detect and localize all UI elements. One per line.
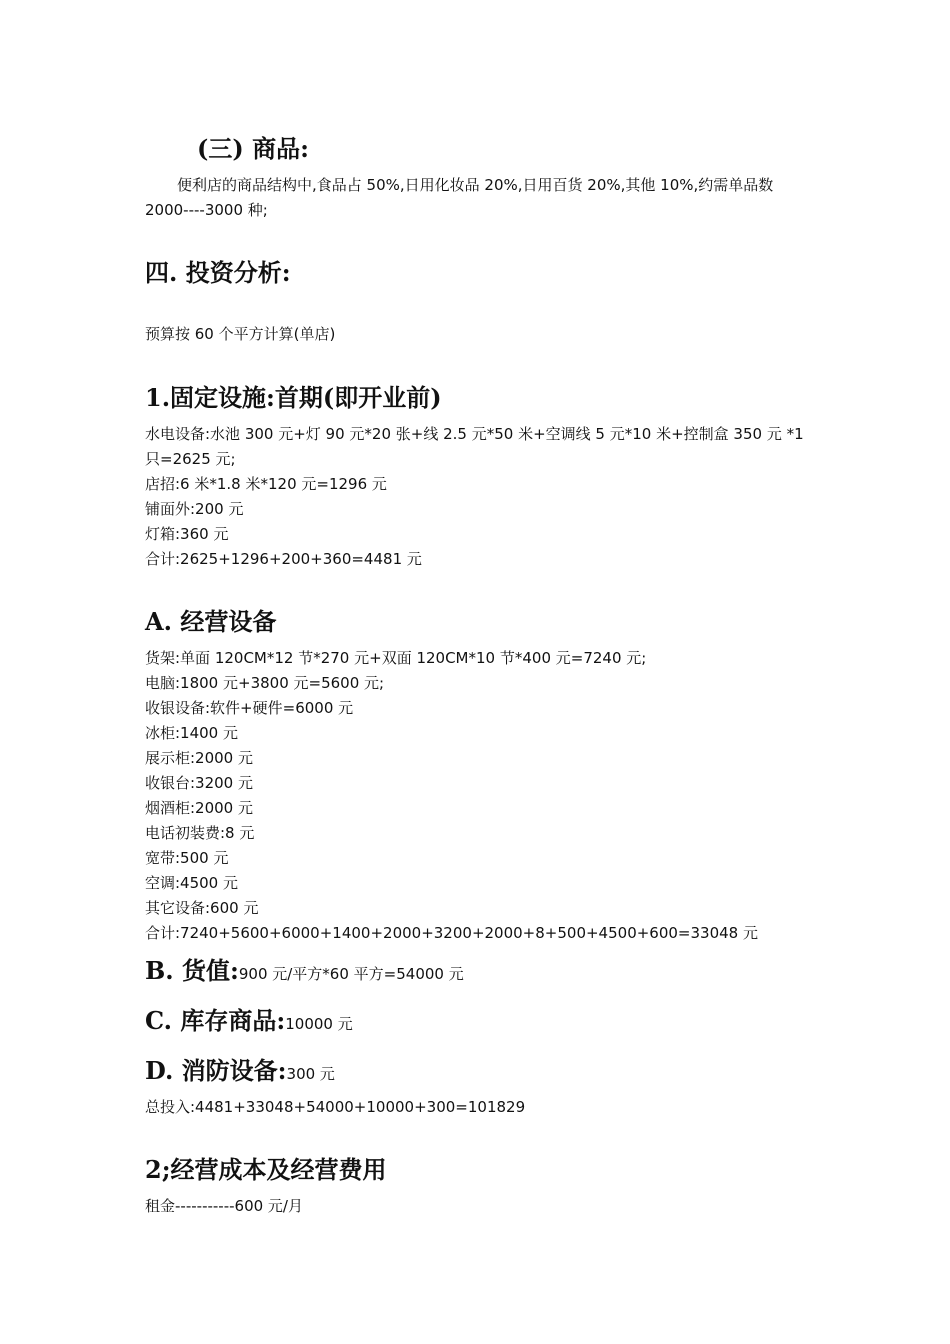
rent-line: 租金-----------600 元/月 (145, 1197, 303, 1215)
section-goods-heading: (三) 商品: (197, 134, 309, 163)
fixed-line-subtotal: 合计:2625+1296+200+360=4481 元 (145, 550, 422, 568)
investment-analysis-heading: 四. 投资分析: (145, 258, 291, 287)
goods-value-heading (145, 956, 464, 989)
fire-equipment-heading (145, 1056, 335, 1089)
fixed-line-storefront: 铺面外:200 元 (145, 500, 244, 518)
equipment-line-other: 其它设备:600 元 (145, 899, 259, 917)
inventory-amount: 10000 元 (285, 1015, 353, 1033)
goods-value-amount: 900 元/平方*60 平方=54000 元 (238, 965, 464, 983)
equipment-line-cashier-system: 收银设备:软件+硬件=6000 元 (145, 699, 354, 717)
equipment-line-subtotal: 合计:7240+5600+6000+1400+2000+3200+2000+8+500+4500+600=33048 元 (145, 924, 758, 942)
fixed-line-signboard: 店招:6 米*1.8 米*120 元=1296 元 (145, 475, 387, 493)
inventory-title: C. 库存商品: (145, 1006, 286, 1035)
total-investment-text: 总投入:4481+33048+54000+10000+300=101829 (145, 1098, 526, 1116)
equipment-line-computer: 电脑:1800 元+3800 元=5600 元; (145, 674, 385, 692)
equipment-line-shelves: 货架:单面 120CM*12 节*270 元+双面 120CM*10 节*400 元=7240 元; (145, 649, 647, 667)
fixed-facilities-heading: 1.固定设施:首期(即开业前) (145, 383, 442, 412)
goods-structure-paragraph: 便利店的商品结构中,食品占 50%,日用化妆品 20%,日用百货 20%,其他 10%,约需单品数 2000----3000 种; (145, 176, 774, 219)
operating-cost-heading: 2;经营成本及经营费用 (145, 1155, 387, 1184)
equipment-list (145, 646, 758, 946)
fire-equipment-amount: 300 元 (286, 1065, 335, 1083)
equipment-line-phone-install: 电话初装费:8 元 (145, 824, 255, 842)
inventory-heading (145, 1006, 353, 1039)
equipment-line-freezer: 冰柜:1400 元 (145, 724, 238, 742)
budget-basis-text: 预算按 60 个平方计算(单店) (145, 325, 336, 343)
fixed-line-utilities: 水电设备:水池 300 元+灯 90 元*20 张+线 2.5 元*50 米+空调线 5 元*10 米+控制盒 350 元 *1 只=2625 元; (145, 425, 804, 468)
goods-value-title: B. 货值: (145, 956, 239, 985)
equipment-line-checkout-counter: 收银台:3200 元 (145, 774, 253, 792)
equipment-line-display-cabinet: 展示柜:2000 元 (145, 749, 253, 767)
equipment-line-tobacco-cabinet: 烟酒柜:2000 元 (145, 799, 253, 817)
fixed-line-lightbox: 灯箱:360 元 (145, 525, 229, 543)
equipment-line-broadband: 宽带:500 元 (145, 849, 229, 867)
fire-equipment-title: D. 消防设备: (145, 1056, 287, 1085)
equipment-line-air-conditioner: 空调:4500 元 (145, 874, 238, 892)
equipment-heading: A. 经营设备 (145, 607, 277, 636)
